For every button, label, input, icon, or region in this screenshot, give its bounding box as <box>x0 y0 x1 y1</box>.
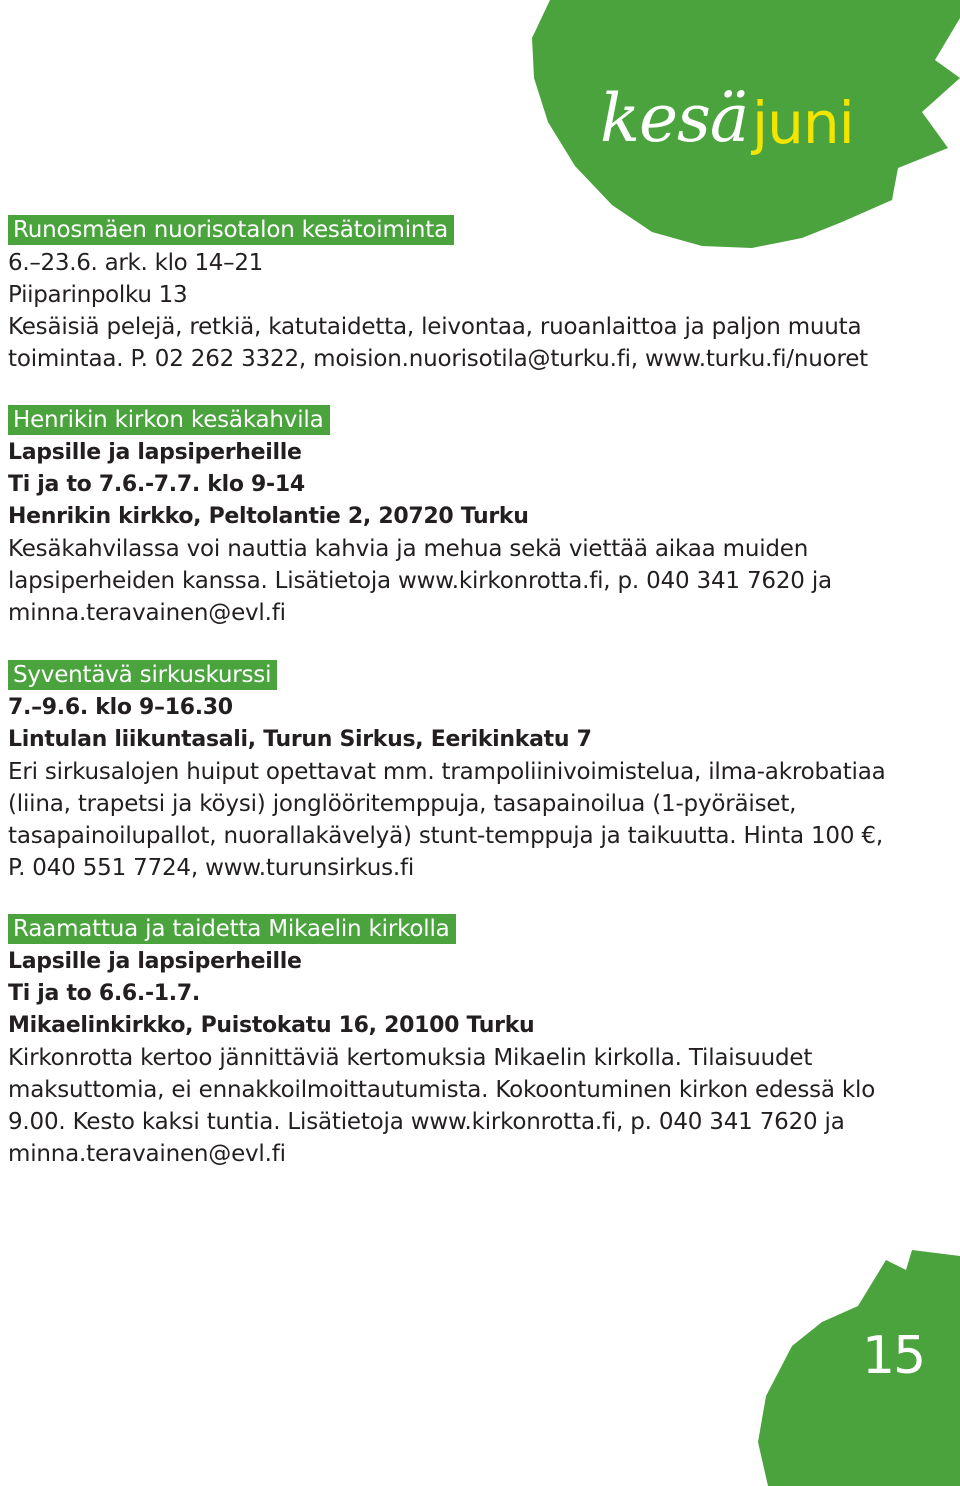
event-location: Mikaelinkirkko, Puistokatu 16, 20100 Turku <box>8 1013 535 1038</box>
event-time: 6.–23.6. ark. klo 14–21 <box>8 250 263 276</box>
event-title: Raamattua ja taidetta Mikaelin kirkolla <box>8 914 456 944</box>
event-description: Kirkonrotta kertoo jännittäviä kertomuksia Mikaelin kirkolla. Tilaisuudet maksuttomia, ei ennakkoilmoittautumista. Kokoontuminen kirkon edessä klo 9.00. Kesto kaksi tuntia. Lisätietoja www.kirkonrotta.fi, p. 040 341 7620 ja minna.teravainen@evl.fi <box>8 1045 876 1167</box>
event-location: Henrikin kirkko, Peltolantie 2, 20720 Turku <box>8 504 529 529</box>
event-time: 7.–9.6. klo 9–16.30 <box>8 695 233 720</box>
event-item <box>8 914 908 1170</box>
brand-logo-script: kesä <box>600 80 749 157</box>
brand-logo-month: juni <box>752 89 854 157</box>
event-audience: Lapsille ja lapsiperheille <box>8 949 302 974</box>
brand-logo <box>600 80 890 176</box>
event-item <box>8 405 908 629</box>
event-time: Ti ja to 6.6.-1.7. <box>8 981 200 1006</box>
event-title: Henrikin kirkon kesäkahvila <box>8 405 330 435</box>
page-number: 15 <box>862 1326 925 1386</box>
event-description: Kesäisiä pelejä, retkiä, katutaidetta, leivontaa, ruoanlaittoa ja paljon muuta toimintaa. P. 02 262 3322, moision.nuorisotila@turku.fi, www.turku.fi/nuoret <box>8 314 868 372</box>
event-title: Runosmäen nuorisotalon kesätoiminta <box>8 215 454 245</box>
event-description: Kesäkahvilassa voi nauttia kahvia ja mehua sekä viettää aikaa muiden lapsiperheiden kanssa. Lisätietoja www.kirkonrotta.fi, p. 040 341 7620 ja minna.teravainen@evl.fi <box>8 536 832 626</box>
event-description: Eri sirkusalojen huiput opettavat mm. trampoliinivoimistelua, ilma-akrobatiaa (liina, trapetsi ja köysi) jonglööritemppuja, tasapainoilua (1-pyöräiset, tasapainoilupallot, nuorallakävelyä) stunt-temppuja ja taikuutta. Hinta 100 €, P. 040 551 7724, www.turunsirkus.fi <box>8 759 886 881</box>
event-item <box>8 660 908 884</box>
event-audience: Lapsille ja lapsiperheille <box>8 440 302 465</box>
event-title: Syventävä sirkuskurssi <box>8 660 277 690</box>
event-location: Piiparinpolku 13 <box>8 282 188 308</box>
event-list <box>8 215 908 1200</box>
event-item <box>8 215 908 375</box>
event-time: Ti ja to 7.6.-7.7. klo 9-14 <box>8 472 305 497</box>
event-location: Lintulan liikuntasali, Turun Sirkus, Eerikinkatu 7 <box>8 727 592 752</box>
